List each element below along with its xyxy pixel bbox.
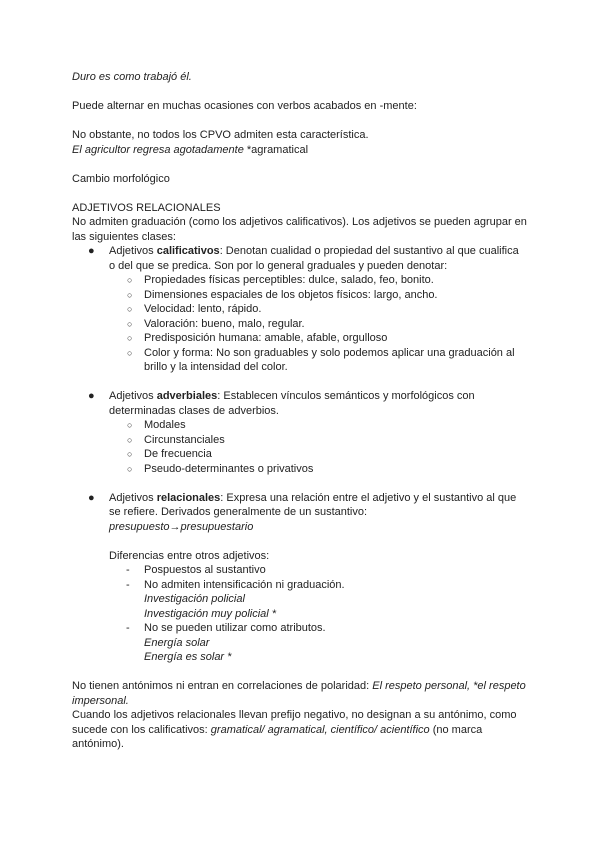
paragraph bbox=[72, 143, 527, 158]
bullet-item-relacionales: ● Adjetivos relacionales: Expresa una relación entre el adjetivo y el sustantivo al que se refiere. Derivados generalmente de un sustantivo: bbox=[88, 491, 517, 518]
list-item: ○ Predisposición humana: amable, afable, orgulloso bbox=[127, 332, 388, 344]
bullet-list bbox=[72, 244, 527, 273]
dash-icon: - bbox=[126, 622, 130, 634]
circle-icon: ○ bbox=[127, 333, 133, 343]
dash-list bbox=[72, 621, 527, 636]
example-text: El respeto personal, *el respeto impersonal. bbox=[72, 680, 526, 707]
paragraph: No tienen antónimos ni entran en correlaciones de polaridad: El respeto personal, *el respeto impersonal. bbox=[72, 680, 526, 707]
bullet-list bbox=[72, 389, 527, 418]
dash-list bbox=[72, 563, 527, 592]
paragraph: No admiten graduación (como los adjetivos calificativos). Los adjetivos se pueden agrupar en las siguientes clases: bbox=[72, 216, 527, 243]
list-item: ○ De frecuencia bbox=[127, 448, 212, 460]
list-item: ○ Circunstanciales bbox=[127, 433, 225, 446]
list-item: ○ Modales bbox=[127, 419, 186, 431]
note-text: *agramatical bbox=[243, 143, 309, 156]
list-item: ○ Velocidad: lento, rápido. bbox=[127, 303, 262, 315]
list-item: ○ Propiedades físicas perceptibles: dulce, salado, feo, bonito. bbox=[127, 274, 434, 286]
section-heading: ADJETIVOS RELACIONALES bbox=[72, 201, 221, 214]
paragraph: No obstante, no todos los CPVO admiten esta característica. bbox=[72, 129, 369, 141]
circle-icon: ○ bbox=[127, 449, 133, 459]
bullet-icon: ● bbox=[88, 245, 95, 257]
example-text: Energía solar bbox=[144, 636, 210, 649]
circle-list bbox=[72, 273, 527, 375]
circle-icon: ○ bbox=[127, 434, 133, 445]
circle-icon: ○ bbox=[127, 347, 133, 358]
paragraph: Puede alternar en muchas ocasiones con verbos acabados en -mente: bbox=[72, 100, 417, 112]
example-text: gramatical/ agramatical, científico/ acientífico bbox=[210, 723, 430, 736]
example-text: Energía es solar * bbox=[144, 651, 232, 663]
list-item: - No admiten intensificación ni graduación. bbox=[126, 578, 345, 591]
bullet-icon: ● bbox=[88, 491, 95, 504]
paragraph: Diferencias entre otros adjetivos: bbox=[109, 549, 270, 562]
list-item: ○ Color y forma: No son graduables y solo podemos aplicar una graduación al brillo y la intensidad del color. bbox=[127, 346, 515, 373]
circle-icon: ○ bbox=[127, 304, 133, 314]
list-item: ○ Pseudo-determinantes o privativos bbox=[127, 462, 314, 475]
dash-icon: - bbox=[126, 564, 130, 576]
circle-icon: ○ bbox=[127, 275, 133, 285]
example-text: Investigación muy policial * bbox=[144, 607, 277, 620]
bullet-item-adverbiales: ● Adjetivos adverbiales: Establecen vínculos semánticos y morfológicos con determinadas clases de adverbios. bbox=[88, 390, 475, 417]
list-item: - Pospuestos al sustantivo bbox=[126, 564, 266, 576]
circle-icon: ○ bbox=[127, 318, 133, 329]
bullet-item-calificativos: ● Adjetivos calificativos: Denotan cualidad o propiedad del sustantivo al que cualifica o del que se predica. Son por lo general graduales y pueden denotar: bbox=[88, 245, 519, 272]
circle-list bbox=[72, 418, 527, 476]
bullet-icon: ● bbox=[88, 390, 95, 402]
circle-icon: ○ bbox=[127, 420, 133, 430]
list-item: - No se pueden utilizar como atributos. bbox=[126, 622, 326, 634]
example-text: presupuesto→presupuestario bbox=[109, 520, 254, 533]
example-text: El agricultor regresa agotadamente bbox=[72, 143, 244, 156]
bold-term: relacionales bbox=[156, 491, 221, 504]
paragraph: Cambio morfológico bbox=[72, 172, 170, 185]
circle-icon: ○ bbox=[127, 289, 133, 300]
circle-icon: ○ bbox=[127, 463, 133, 474]
dash-icon: - bbox=[126, 578, 130, 591]
bold-term: adverbiales bbox=[156, 390, 218, 402]
paragraph: Cuando los adjetivos relacionales llevan prefijo negativo, no designan a su antónimo, como sucede con los calificativos: gramatical/ agramatical, científico/ acientífico (no marca antónimo). bbox=[72, 709, 517, 750]
example-line: Duro es como trabajó él. bbox=[72, 71, 192, 83]
document-page bbox=[72, 70, 527, 752]
list-item: ○ Dimensiones espaciales de los objetos físicos: largo, ancho. bbox=[127, 288, 438, 301]
list-item: ○ Valoración: bueno, malo, regular. bbox=[127, 317, 305, 330]
bold-term: calificativos bbox=[156, 245, 220, 257]
bullet-list bbox=[72, 491, 527, 520]
example-text: Investigación policial bbox=[144, 593, 245, 605]
